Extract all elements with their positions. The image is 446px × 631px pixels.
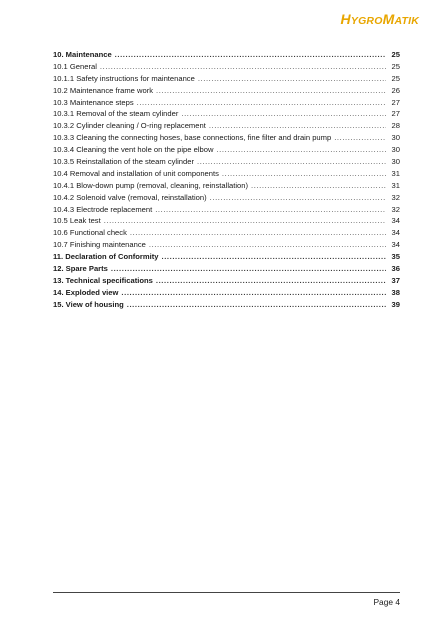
- toc-entry-title: 10.7 Finishing maintenance: [53, 240, 146, 250]
- toc-entry-title: 12. Spare Parts: [53, 264, 108, 274]
- toc-entry-page: 26: [391, 85, 400, 95]
- toc-entry-page: 28: [391, 121, 400, 131]
- toc-entry[interactable]: [53, 120, 400, 132]
- toc-entry[interactable]: [53, 97, 400, 109]
- toc-dot-leader: [115, 49, 386, 61]
- toc-entry-title: 10.2 Maintenance frame work: [53, 85, 154, 95]
- toc-dot-leader: [130, 227, 386, 239]
- toc-entry-page: 37: [391, 275, 400, 285]
- toc-entry-page: 31: [391, 168, 400, 178]
- toc-entry[interactable]: [53, 144, 400, 156]
- toc-entry[interactable]: [53, 287, 400, 299]
- toc-dot-leader: [197, 156, 386, 168]
- toc-dot-leader: [216, 144, 386, 156]
- toc-entry-title: 10.4.1 Blow-down pump (removal, cleaning, reinstallation): [53, 180, 249, 190]
- toc-dot-leader: [209, 120, 386, 132]
- toc-entry-page: 27: [391, 97, 400, 107]
- toc-entry-page: 30: [391, 133, 400, 143]
- toc-entry[interactable]: [53, 239, 400, 251]
- toc-entry-page: 38: [391, 287, 400, 297]
- toc-dot-leader: [155, 204, 386, 216]
- toc-entry-title: 10.1 General: [53, 61, 97, 71]
- toc-entry[interactable]: [53, 168, 400, 180]
- toc-entry[interactable]: [53, 251, 400, 263]
- toc-dot-leader: [121, 287, 386, 299]
- footer-divider: [53, 592, 400, 593]
- toc-dot-leader: [149, 239, 386, 251]
- toc-entry-page: 35: [391, 252, 400, 262]
- toc-entry-title: 14. Exploded view: [53, 287, 119, 297]
- toc-entry[interactable]: [53, 263, 400, 275]
- toc-entry[interactable]: [53, 85, 400, 97]
- toc-entry-title: 10.5 Leak test: [53, 216, 101, 226]
- toc-entry-page: 32: [391, 204, 400, 214]
- toc-entry[interactable]: [53, 132, 400, 144]
- logo-letter-h: H: [340, 11, 351, 27]
- toc-entry-title: 10.3.3 Cleaning the connecting hoses, base connections, fine filter and drain pump: [53, 133, 332, 143]
- toc-entry[interactable]: [53, 299, 400, 311]
- toc-entry-page: 36: [391, 264, 400, 274]
- toc-entry-page: 32: [391, 192, 400, 202]
- toc-entry-page: 25: [391, 50, 400, 59]
- toc-entry-title: 10.4.2 Solenoid valve (removal, reinstallation): [53, 192, 207, 202]
- toc-entry-title: 10.4 Removal and installation of unit components: [53, 168, 219, 178]
- toc-dot-leader: [198, 73, 386, 85]
- toc-entry[interactable]: [53, 73, 400, 85]
- toc-entry-page: 34: [391, 240, 400, 250]
- toc-entry-title: 10. Maintenance: [53, 50, 112, 59]
- toc-entry-page: 30: [391, 157, 400, 167]
- toc-dot-leader: [156, 275, 386, 287]
- toc-entry[interactable]: [53, 49, 400, 61]
- toc-entry-title: 10.3.5 Reinstallation of the steam cylinder: [53, 157, 194, 167]
- toc-entry-title: 10.4.3 Electrode replacement: [53, 204, 153, 214]
- toc-entry-page: 25: [391, 73, 400, 83]
- logo-text-ygro: YGRO: [350, 15, 383, 27]
- toc-entry-title: 13. Technical specifications: [53, 275, 153, 285]
- toc-entry[interactable]: [53, 215, 400, 227]
- toc-entry-title: 10.3.4 Cleaning the vent hole on the pipe elbow: [53, 145, 214, 155]
- toc-entry-title: 10.3.1 Removal of the steam cylinder: [53, 109, 179, 119]
- toc-entry-title: 10.3 Maintenance steps: [53, 97, 134, 107]
- footer-page-number: Page 4: [373, 597, 400, 607]
- toc-dot-leader: [222, 168, 386, 180]
- toc-entry[interactable]: [53, 192, 400, 204]
- table-of-contents: [53, 49, 400, 311]
- toc-dot-leader: [100, 61, 386, 73]
- toc-dot-leader: [156, 85, 386, 97]
- toc-entry-page: 39: [391, 299, 400, 309]
- logo-letter-m: M: [382, 11, 395, 27]
- toc-entry-page: 27: [391, 109, 400, 119]
- toc-entry[interactable]: [53, 275, 400, 287]
- toc-dot-leader: [251, 180, 386, 192]
- toc-dot-leader: [104, 215, 386, 227]
- toc-dot-leader: [334, 132, 386, 144]
- toc-entry-title: 10.3.2 Cylinder cleaning / O-ring replacement: [53, 121, 206, 131]
- logo-text-atik: ATIK: [394, 15, 419, 27]
- toc-entry-page: 30: [391, 145, 400, 155]
- toc-entry-title: 10.6 Functional check: [53, 228, 127, 238]
- toc-entry[interactable]: [53, 204, 400, 216]
- toc-dot-leader: [127, 299, 386, 311]
- toc-entry-title: 15. View of housing: [53, 299, 124, 309]
- toc-entry-page: 25: [391, 61, 400, 71]
- toc-dot-leader: [181, 108, 386, 120]
- toc-dot-leader: [137, 97, 386, 109]
- toc-entry-title: 11. Declaration of Conformity: [53, 252, 159, 262]
- toc-entry-page: 31: [391, 180, 400, 190]
- toc-entry[interactable]: [53, 156, 400, 168]
- toc-dot-leader: [210, 192, 386, 204]
- toc-dot-leader: [111, 263, 386, 275]
- toc-entry-title: 10.1.1 Safety instructions for maintenance: [53, 73, 195, 83]
- toc-entry-page: 34: [391, 216, 400, 226]
- toc-entry-page: 34: [391, 228, 400, 238]
- toc-entry[interactable]: [53, 61, 400, 73]
- toc-dot-leader: [162, 251, 387, 263]
- toc-entry[interactable]: [53, 108, 400, 120]
- toc-entry[interactable]: [53, 227, 400, 239]
- toc-entry[interactable]: [53, 180, 400, 192]
- hygromatik-logo: [341, 11, 419, 27]
